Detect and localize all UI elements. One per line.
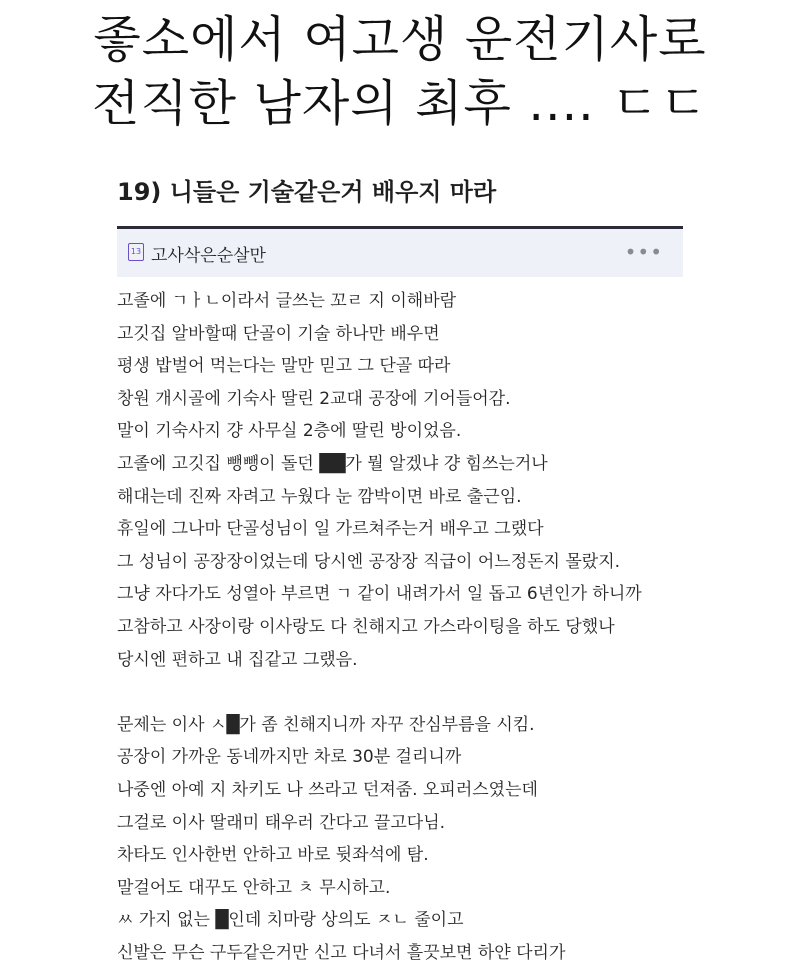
body-line: 말이 기숙사지 걍 사무실 2층에 딸린 방이었음. [117,421,462,442]
body-line: 고졸에 ㄱㅏㄴ이라서 글쓰는 꼬ㄹ 지 이해바람 [117,291,457,311]
body-line: 그냥 자다가도 성열아 부르면 ㄱ 같이 내려가서 일 돕고 6년인가 하니까 [117,584,642,605]
body-line: 나중엔 아예 지 차키도 나 쓰라고 던져줌. 오피러스였는데 [117,779,538,800]
body-line: 차타도 인사한번 안하고 바로 뒷좌석에 탐. [117,845,429,866]
level-badge-icon: 13 [128,243,144,261]
body-line: ㅆ 가지 없는 █인데 치마랑 상의도 ㅈㄴ 줄이고 [117,910,464,931]
body-line: 말걸어도 대꾸도 안하고 ㅊ 무시하고. [117,877,391,898]
post-title: 19) 니들은 기술같은거 배우지 마라 [117,178,497,206]
post-body [117,285,717,969]
headline-line-1: 좋소에서 여고생 운전기사로 [93,11,707,68]
body-line: 신발은 무슨 구두같은거만 신고 다녀서 흘끗보면 하얀 다리가 [117,942,566,963]
body-line: 해대는데 진짜 자려고 누웠다 눈 깜박이면 바로 출근임. [117,486,522,507]
body-line: 고깃집 알바할때 단골이 기술 하나만 배우면 [117,323,440,344]
body-line: 창원 개시골에 기숙사 딸린 2교대 공장에 기어들어감. [117,388,511,409]
body-line: 고참하고 사장이랑 이사랑도 다 친해지고 가스라이팅을 하도 당했나 [117,616,615,637]
body-line: 문제는 이사 ㅅ█가 좀 친해지니까 자꾸 잔심부름을 시킴. [117,714,535,735]
body-line: 휴일에 그나마 단골성님이 일 가르쳐주는거 배우고 그랬다 [117,519,544,540]
body-line: 고졸에 고깃집 뺑뺑이 돌던 ██가 뭘 알겠냐 걍 힘쓰는거나 [117,453,548,474]
body-line: 공장이 가까운 동네까지만 차로 30분 걸리니까 [117,747,462,768]
paragraph-spacer [117,676,717,709]
body-line: 그 성님이 공장장이었는데 당시엔 공장장 직급이 어느정돈지 몰랐지. [117,551,621,572]
headline [0,8,800,136]
body-line: 평생 밥벌어 먹는다는 말만 믿고 그 단골 따라 [117,356,451,377]
author-bar [117,229,683,277]
body-line: 당시엔 편하고 내 집같고 그랬음. [117,649,358,670]
body-line: 그걸로 이사 딸래미 태우러 간다고 끌고다님. [117,812,446,833]
more-options-icon[interactable]: ••• [624,240,663,264]
author-name[interactable]: 고사삭은순살만 [151,246,266,266]
headline-line-2: 전직한 남자의 최후 .... ㄷㄷ [92,75,708,132]
